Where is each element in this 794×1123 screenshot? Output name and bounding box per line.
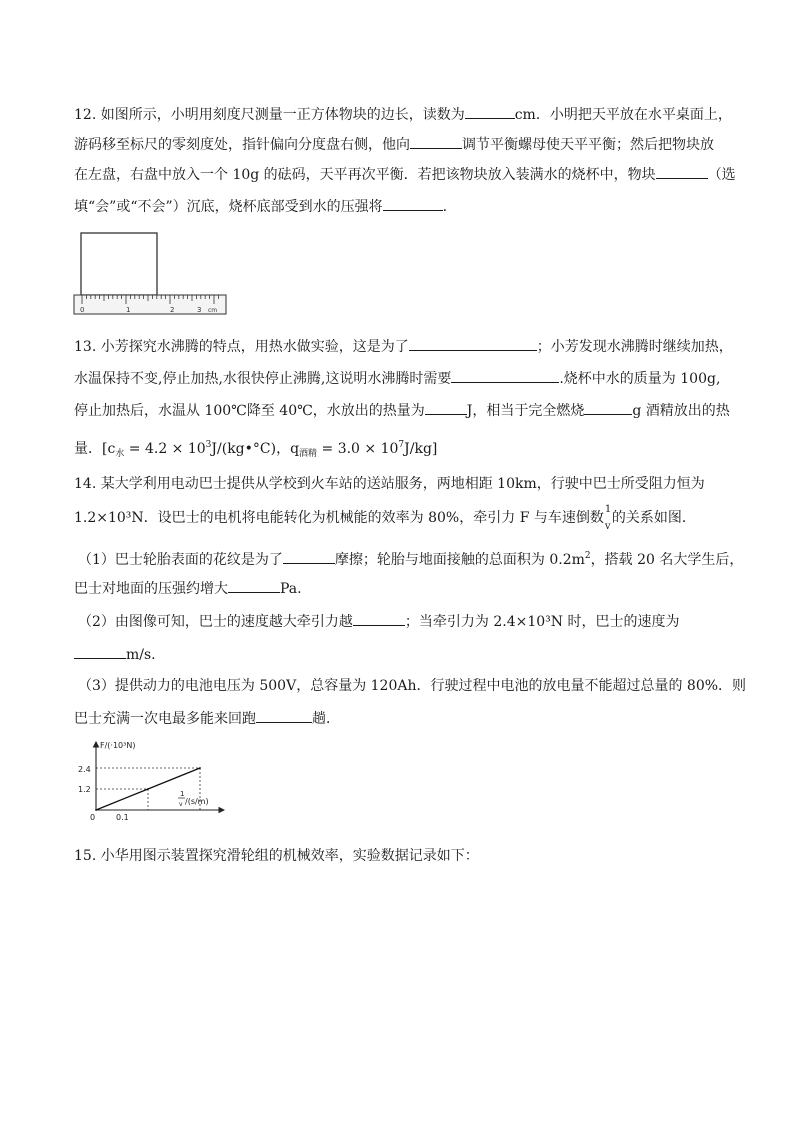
q12-text: （选 (707, 167, 736, 183)
q13-text: .烧杯中水的质量为 100g, (559, 371, 721, 387)
x-axis-label: /(s/m) (185, 797, 209, 806)
answer-blank[interactable] (656, 164, 708, 179)
data-point (95, 809, 97, 811)
q13-line-2 (74, 368, 720, 389)
ruler-label: 3 (197, 306, 202, 314)
q14-part3-line-1 (78, 676, 746, 696)
answer-blank[interactable] (283, 549, 335, 564)
q14-text: （3）提供动力的电池电压为 500V，总容量为 120Ah．行驶过程中电池的放电量不能超过总量的 80%．则 (78, 678, 747, 694)
y-tick-label: 1.2 (78, 785, 91, 794)
q13-text: ；小芳发现水沸腾时继续加热， (536, 339, 733, 355)
q14-text: ；当牵引力为 2.4×10³N 时，巴士的速度为 (404, 614, 680, 630)
q13-text: = 4.2 × 10 (124, 441, 206, 457)
superscript: 7 (398, 440, 405, 450)
q14-text: 的关系如图． (611, 510, 696, 526)
answer-blank[interactable] (410, 134, 462, 149)
q13-text: 水温保持不变,停止加热,水很快停止沸腾,这说明水沸腾时需要 (74, 371, 452, 387)
force-vs-inverse-speed-graph (72, 736, 232, 822)
x-tick-label: 0 (90, 813, 96, 822)
answer-blank[interactable] (353, 611, 405, 626)
answer-blank[interactable] (256, 708, 312, 723)
data-point (199, 767, 201, 769)
superscript: 2 (584, 551, 591, 561)
q14-part3-line-2 (74, 708, 340, 729)
q14-part2-line-2 (74, 644, 156, 665)
q14-text: （1）巴士轮胎表面的花纹是为了 (78, 552, 283, 568)
q12-line-3 (74, 164, 736, 185)
answer-blank[interactable] (584, 400, 632, 415)
q12-text: 游码移至标尺的零刻度处，指针偏向分度盘右侧，他向 (74, 137, 410, 153)
answer-blank[interactable] (409, 336, 537, 351)
ruler (74, 295, 226, 314)
answer-blank[interactable] (425, 400, 467, 415)
q12-line-1 (74, 104, 732, 125)
ruler-unit-label: cm (208, 307, 218, 314)
q12-text: . (442, 199, 448, 215)
q14-line-2 (74, 504, 696, 532)
q12-text: 12. 如图所示，小明用刻度尺测量一正方体物块的边长，读数为 (74, 107, 465, 123)
q12-text: cm．小明把天平放在水平桌面上， (514, 107, 732, 123)
q14-text: Pa. (280, 581, 302, 597)
q14-line-1 (74, 474, 705, 494)
q14-text: 1.2×10³N．设巴士的电机将电能转化为机械能的效率为 80%，牵引力 F 与车速倒数 (74, 510, 604, 526)
q12-text: 填“会”或“不会”）沉底，烧杯底部受到水的压强将 (74, 199, 383, 215)
q14-text: 摩擦；轮胎与地面接触的总面积为 0.2m (334, 552, 585, 568)
y-axis-label: F/(·10³N) (100, 741, 136, 750)
fraction-numerator: 1 (604, 504, 612, 515)
q12-line-2 (74, 134, 714, 155)
q14-text: 巴士充满一次电最多能来回跑 (74, 711, 256, 727)
fraction-1-over-v (604, 504, 612, 532)
q14-text: （2）由图像可知，巴士的速度越大牵引力越 (78, 614, 353, 630)
answer-blank[interactable] (451, 368, 559, 383)
answer-blank[interactable] (383, 196, 443, 211)
ruler-figure (72, 230, 230, 316)
ruler-label: 0 (80, 306, 85, 314)
q13-text: J/kg] (404, 441, 438, 457)
x-axis-label-denominator: v (179, 801, 183, 808)
q14-text: ，搭载 20 名大学生后， (590, 552, 744, 568)
y-tick-label: 2.4 (78, 765, 91, 774)
q13-text: J，相当于完全燃烧 (466, 403, 585, 419)
q13-text: 量．[c (74, 441, 116, 457)
q13-line-1 (74, 336, 733, 357)
x-tick-label: 0.1 (116, 813, 129, 822)
q13-text: = 3.0 × 10 (317, 441, 399, 457)
q14-part1-line-2 (74, 578, 302, 599)
q12-text: 在左盘，右盘中放入一个 10g 的砝码，天平再次平衡．若把该物块放入装满水的烧杯中，物块 (74, 167, 656, 183)
q13-line-4 (74, 435, 437, 464)
data-point (147, 788, 149, 790)
cube-block (81, 233, 157, 295)
q13-text: 13. 小芳探究水沸腾的特点，用热水做实验，这是为了 (74, 339, 409, 355)
q14-part2-line-1 (78, 611, 679, 632)
answer-blank[interactable] (465, 104, 515, 119)
answer-blank[interactable] (74, 644, 126, 659)
q14-text: 趟． (312, 711, 340, 727)
q13-line-3 (74, 400, 730, 421)
ruler-label: 2 (170, 306, 175, 314)
q12-line-4 (74, 196, 447, 217)
q14-text: 14. 某大学利用电动巴士提供从学校到火车站的送站服务，两地相距 10km，行驶中巴士所受阻力恒为 (74, 476, 705, 492)
q13-text: 停止加热后，水温从 100℃降至 40℃，水放出的热量为 (74, 403, 425, 419)
q14-text: 巴士对地面的压强约增大 (74, 581, 228, 597)
superscript: 3 (205, 440, 212, 450)
q15-text: 15. 小华用图示装置探究滑轮组的机械效率，实验数据记录如下： (74, 848, 479, 864)
fraction-denominator: v (604, 521, 611, 532)
ruler-label: 1 (126, 306, 131, 314)
x-axis-label-numerator: 1 (180, 790, 185, 798)
q15-line-1 (74, 846, 479, 866)
q13-text: g 酒精放出的热 (632, 403, 730, 419)
q14-text: m/s. (126, 647, 156, 663)
q13-text: J/(kg•°C)，q (211, 441, 300, 457)
q14-part1-line-1 (78, 546, 743, 570)
subscript: 水 (115, 449, 125, 459)
subscript: 酒精 (299, 449, 318, 459)
q12-text: 调节平衡螺母使天平平衡；然后把物块放 (462, 137, 714, 153)
answer-blank[interactable] (228, 578, 280, 593)
